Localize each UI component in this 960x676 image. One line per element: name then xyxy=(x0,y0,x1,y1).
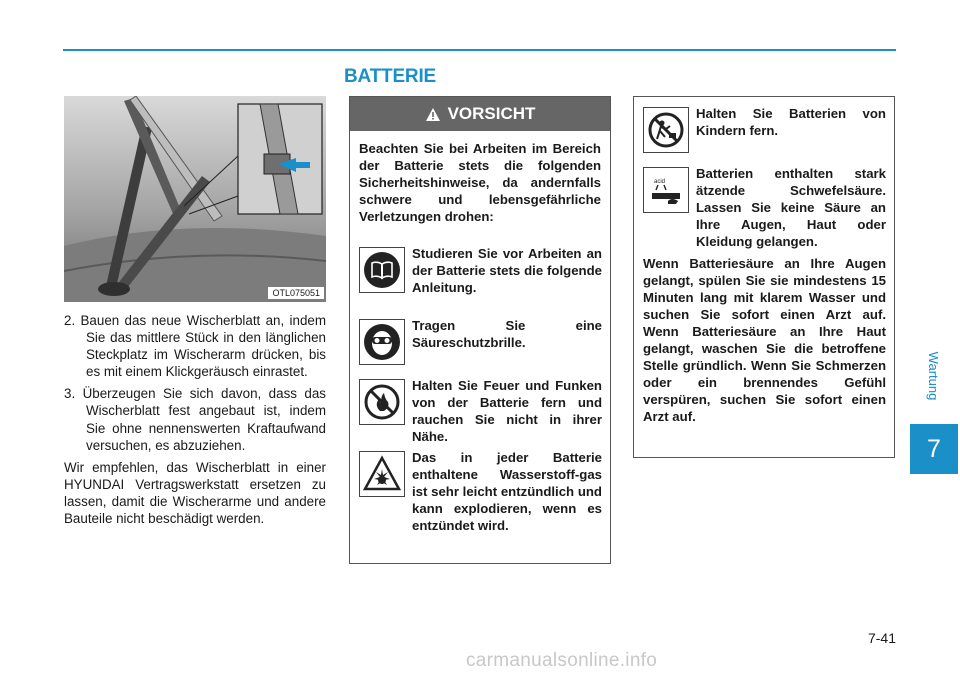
figure-code: OTL075051 xyxy=(268,287,324,299)
warning-triangle-icon xyxy=(425,107,441,122)
safety-goggles-icon xyxy=(359,319,405,365)
caution-box xyxy=(349,96,611,564)
wiper-figure xyxy=(64,96,326,302)
step-3: 3. Überzeugen Sie sich davon, dass das Wischerblatt fest angebaut ist, indem Sie ohne nennenswerten Kraftaufwand versuchen, es abzuziehen. xyxy=(64,386,326,453)
chapter-tab[interactable]: 7 xyxy=(910,424,958,474)
caution-header xyxy=(350,97,610,131)
corrosive-acid-icon xyxy=(643,167,689,213)
caution-intro: Beachten Sie bei Arbeiten im Bereich der Batterie stets die folgenden Sicherheitshinweise, da andernfalls schwere und lebensgefährliche Verletzungen drohen: xyxy=(359,141,601,224)
right-item-text: Halten Sie Batterien von Kindern fern. xyxy=(696,106,886,138)
battery-safety-box xyxy=(633,96,895,458)
chapter-side-label: Wartung xyxy=(926,351,941,401)
caution-item-text: Das in jeder Batterie enthaltene Wasserstoff-gas ist sehr leicht entzündlich und kann explodieren, wenn es entzündet wird. xyxy=(412,450,602,533)
watermark: carmanualsonline.info xyxy=(466,650,658,671)
recommendation-paragraph: Wir empfehlen, das Wischerblatt in einer HYUNDAI Vertragswerkstatt ersetzen zu lassen, damit die Wischerarme und andere Bauteile nicht beschädigt werden. xyxy=(64,459,326,527)
left-column-text xyxy=(64,312,326,527)
caution-item-text: Studieren Sie vor Arbeiten an der Batterie stets die folgende Anleitung. xyxy=(412,246,602,295)
svg-text:acid: acid xyxy=(654,179,666,185)
acid-contact-paragraph: Wenn Batteriesäure an Ihre Augen gelangt, spülen Sie sie mindestens 15 Minuten lang mit klarem Wasser und suchen Sie sofort einen Arzt auf. Wenn Batteriesäure an Ihre Haut gelangt, waschen Sie die betroffene Stelle gründlich. Wenn Sie Schmerzen oder ein brennendes Gefühl verspüren, suchen Sie sofort einen Arzt auf. xyxy=(643,256,886,424)
caution-heading: VORSICHT xyxy=(447,104,536,123)
caution-item-text: Halten Sie Feuer und Funken von der Batterie fern und rauchen Sie nicht in ihrer Nähe. xyxy=(412,378,602,444)
page-number: 7-41 xyxy=(867,630,896,646)
wiper-illustration xyxy=(64,96,326,302)
section-title: BATTERIE xyxy=(344,66,436,87)
keep-away-children-icon xyxy=(643,107,689,153)
no-fire-icon xyxy=(359,379,405,425)
caution-item-text: Tragen Sie eine Säureschutzbrille. xyxy=(412,318,602,350)
explosion-icon xyxy=(359,451,405,497)
header-rule xyxy=(63,49,896,51)
right-item-text: Batterien enthalten stark ätzende Schwefelsäure. Lassen Sie keine Säure an Ihre Augen, Haut oder Kleidung gelangen. xyxy=(696,166,886,249)
manual-book-icon xyxy=(359,247,405,293)
step-2: 2. Bauen das neue Wischerblatt an, indem Sie das mittlere Stück in den länglichen Steckplatz im Wischerarm drücken, bis es mit einem Klickgeräusch einrastet. xyxy=(64,313,326,380)
